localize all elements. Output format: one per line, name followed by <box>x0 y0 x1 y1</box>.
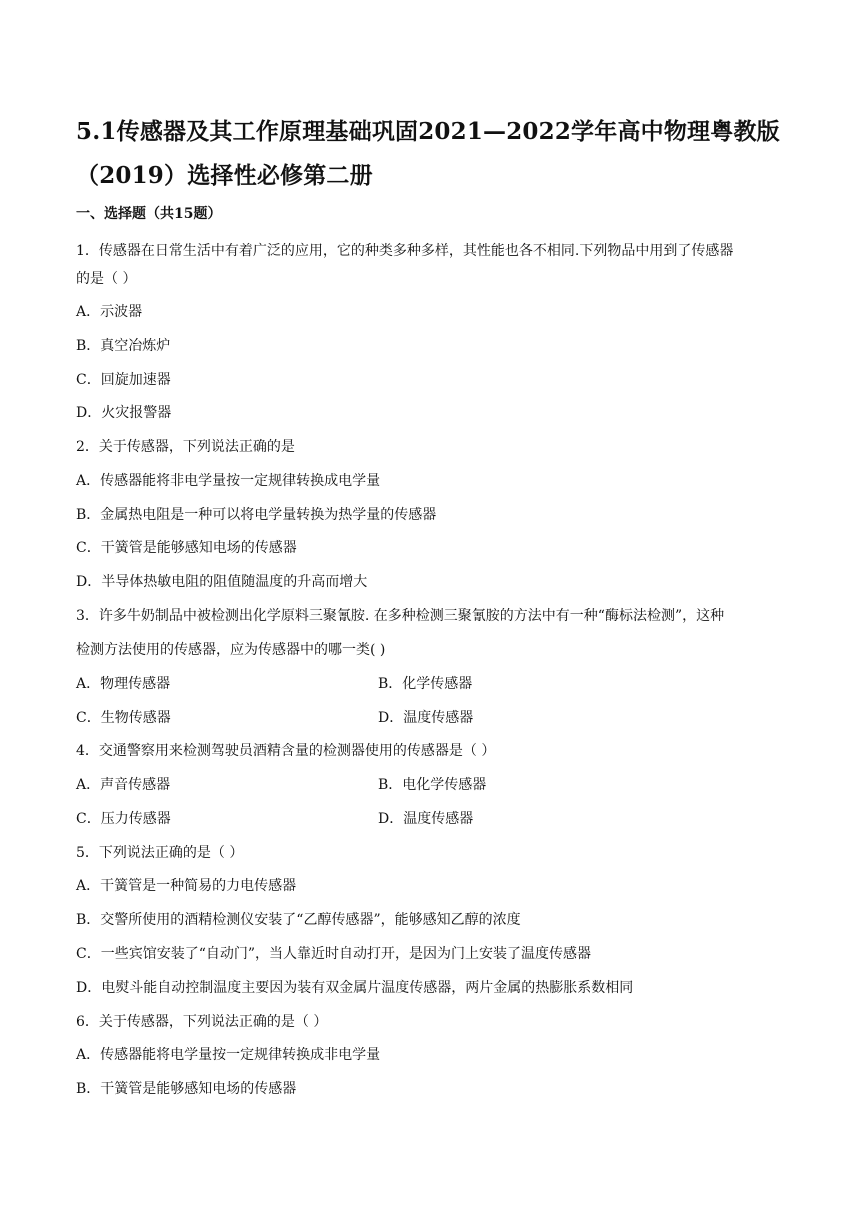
question-2-stem-line-1: 2．关于传感器，下列说法正确的是 <box>76 439 295 455</box>
question-3-option-d: D．温度传感器 <box>378 710 474 726</box>
question-6-option-b: B．干簧管是能够感知电场的传感器 <box>76 1081 297 1097</box>
question-3-stem-line-1: 3．许多牛奶制品中被检测出化学原料三聚氰胺. 在多种检测三聚氰胺的方法中有一种“酶标法检测”，这种 <box>76 608 725 624</box>
question-3-stem-line-2: 检测方法使用的传感器，应为传感器中的哪一类( ) <box>76 642 386 658</box>
question-3-option-b: B．化学传感器 <box>378 676 473 692</box>
title-line-2: （2019）选择性必修第二册 <box>76 162 373 189</box>
question-5-option-a: A．干簧管是一种简易的力电传感器 <box>76 878 297 894</box>
question-6-stem-line-1: 6．关于传感器，下列说法正确的是（ ） <box>76 1014 328 1030</box>
question-5-option-c: C．一些宾馆安装了“自动门”，当人靠近时自动打开，是因为门上安装了温度传感器 <box>76 946 592 962</box>
question-4-option-a: A．声音传感器 <box>76 777 171 793</box>
question-3-option-a: A．物理传感器 <box>76 676 171 692</box>
question-5-stem-line-1: 5．下列说法正确的是（ ） <box>76 845 244 861</box>
title-line-1: 5.1传感器及其工作原理基础巩固2021—2022学年高中物理粤教版 <box>76 118 780 145</box>
question-6-option-a: A．传感器能将电学量按一定规律转换成非电学量 <box>76 1047 381 1063</box>
question-1-option-c: C．回旋加速器 <box>76 372 171 388</box>
question-5-option-d: D．电熨斗能自动控制温度主要因为装有双金属片温度传感器，两片金属的热膨胀系数相同 <box>76 980 634 996</box>
section-heading: 一、选择题（共15题） <box>76 206 222 222</box>
question-2-option-d: D．半导体热敏电阻的阻值随温度的升高而增大 <box>76 574 368 590</box>
question-5-option-b: B．交警所使用的酒精检测仪安装了“乙醇传感器”，能够感知乙醇的浓度 <box>76 912 521 928</box>
question-3-option-c: C．生物传感器 <box>76 710 171 726</box>
question-2-option-b: B．金属热电阻是一种可以将电学量转换为热学量的传感器 <box>76 507 437 523</box>
question-4-option-b: B．电化学传感器 <box>378 777 487 793</box>
question-4-stem-line-1: 4．交通警察用来检测驾驶员酒精含量的检测器使用的传感器是（ ） <box>76 743 496 759</box>
question-2-option-a: A．传感器能将非电学量按一定规律转换成电学量 <box>76 473 381 489</box>
document-title <box>76 110 796 198</box>
question-4-option-d: D．温度传感器 <box>378 811 474 827</box>
question-1-option-d: D．火灾报警器 <box>76 405 172 421</box>
question-1-stem-line-2: 的是（ ） <box>76 271 137 287</box>
question-2-option-c: C．干簧管是能够感知电场的传感器 <box>76 540 297 556</box>
question-1-stem-line-1: 1．传感器在日常生活中有着广泛的应用，它的种类多种多样，其性能也各不相同.下列物品中用到了传感器 <box>76 243 734 259</box>
question-4-option-c: C．压力传感器 <box>76 811 171 827</box>
question-1-option-a: A．示波器 <box>76 304 143 320</box>
question-1-option-b: B．真空冶炼炉 <box>76 338 171 354</box>
